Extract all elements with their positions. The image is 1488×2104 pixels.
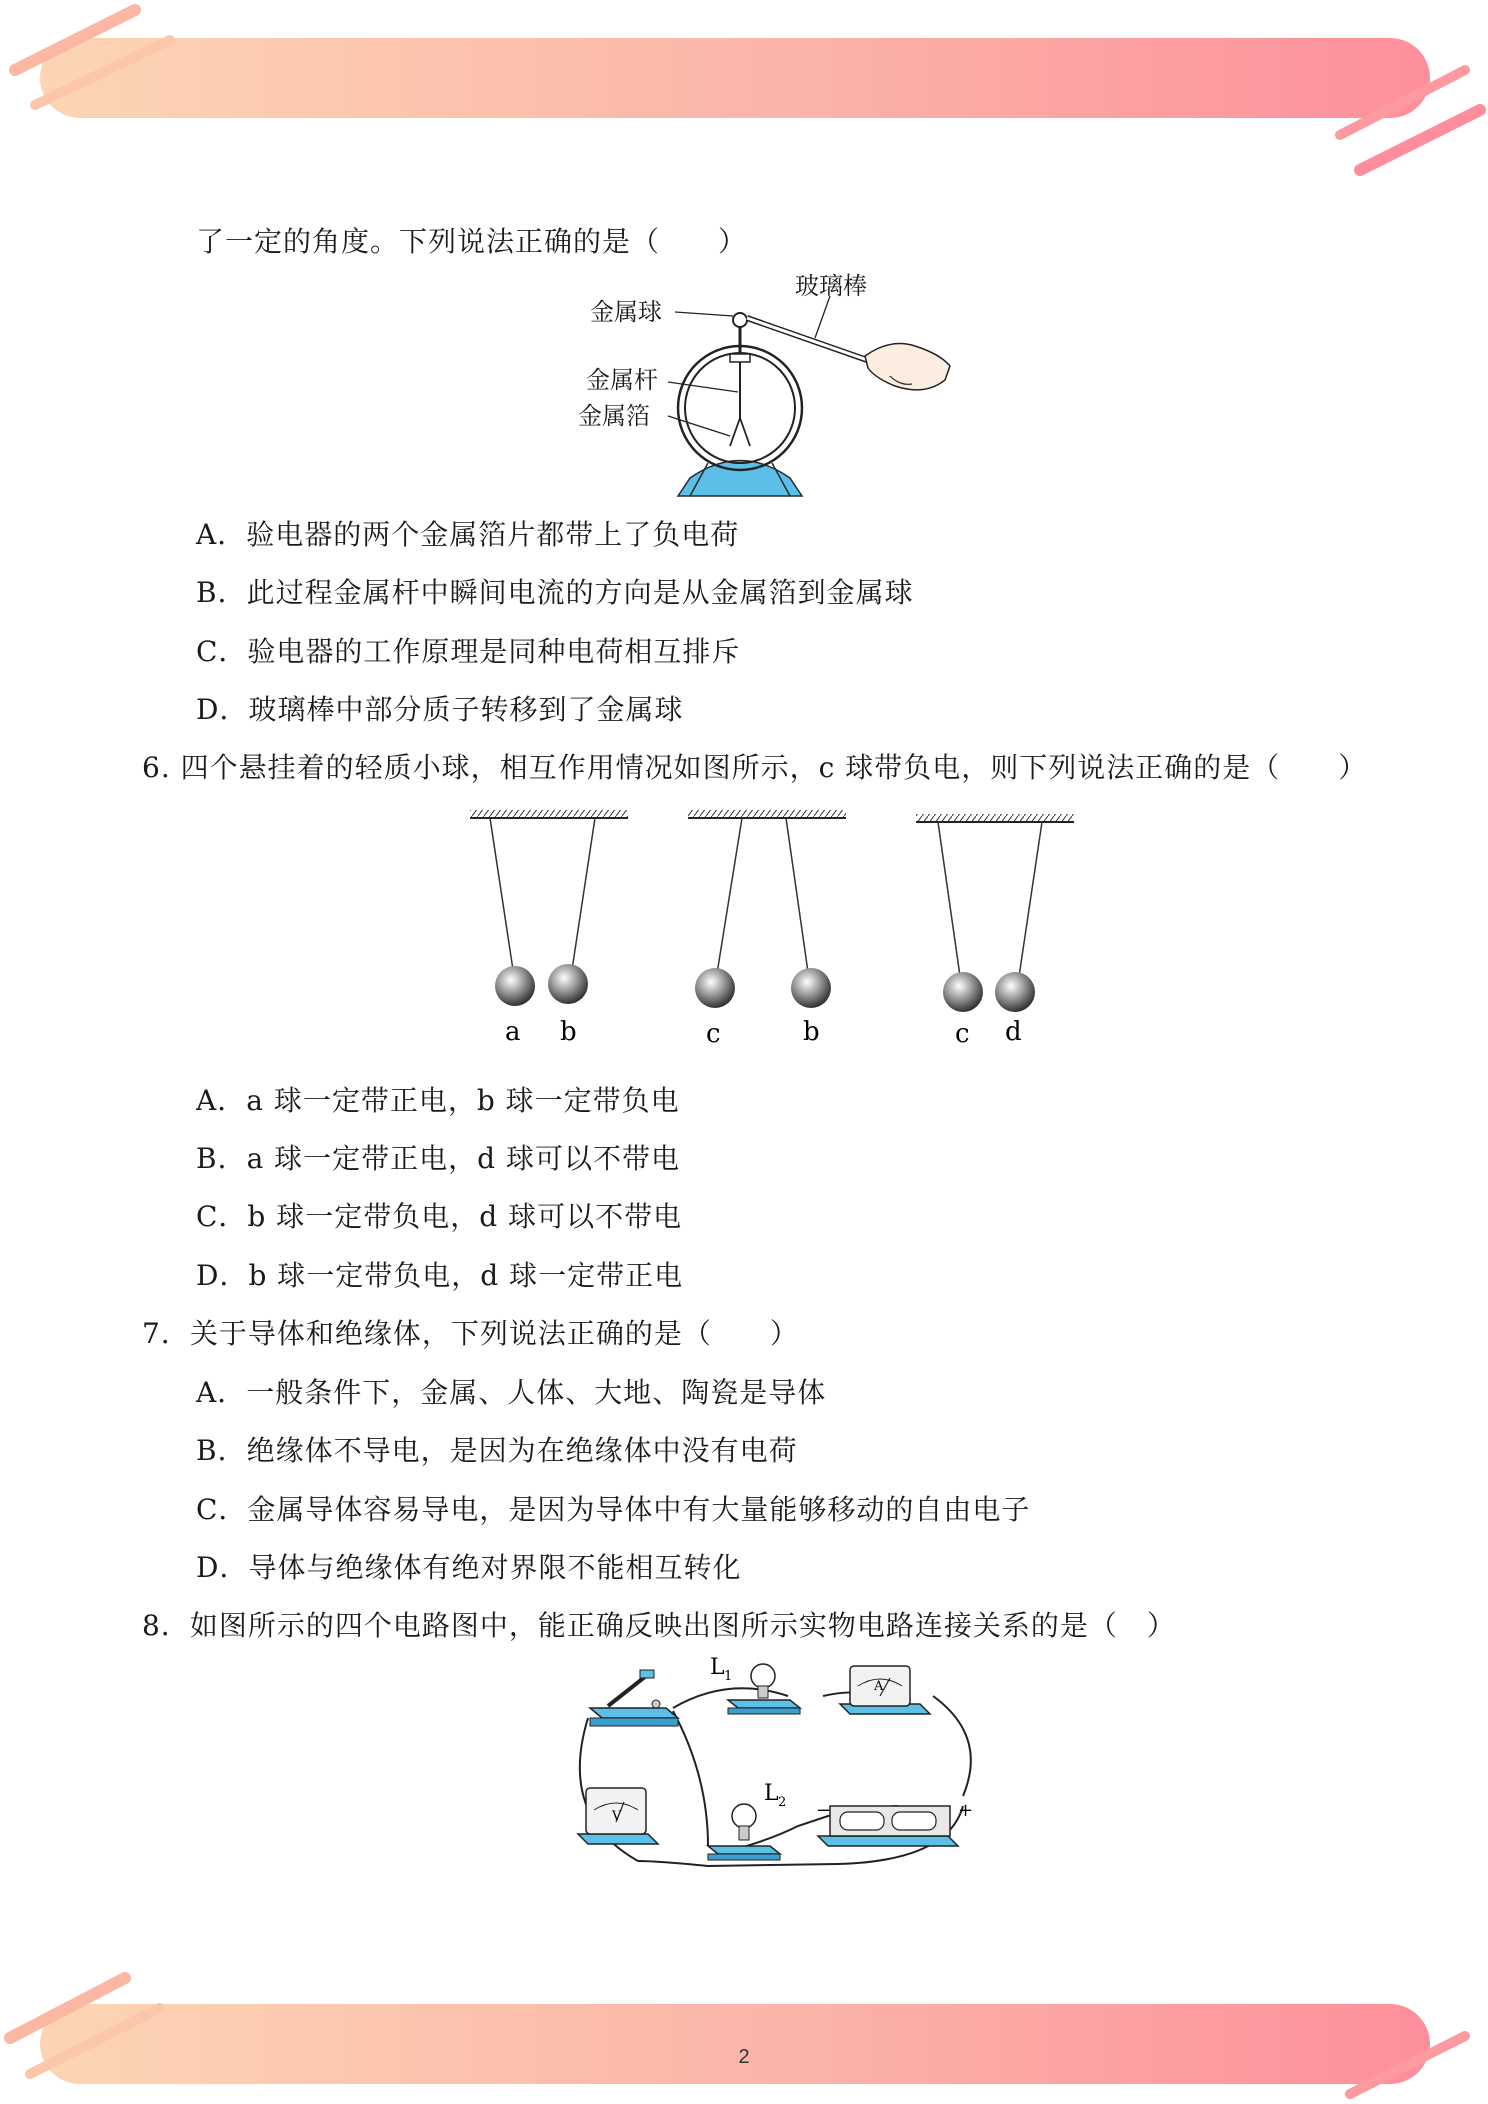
label-voltmeter: V <box>612 1809 622 1824</box>
q8-stem: 8．如图所示的四个电路图中，能正确反映出图所示实物电路连接关系的是（ ） <box>142 1609 1176 1642</box>
metal-ball-label: 金属球 <box>590 298 662 326</box>
q5-option-c[interactable]: C．验电器的工作原理是同种电荷相互排斥 <box>196 635 741 668</box>
label-l2-sub: 2 <box>778 1795 787 1810</box>
q6-option-a[interactable]: A．a 球一定带正电，b 球一定带负电 <box>196 1084 680 1117</box>
q7-option-c[interactable]: C．金属导体容易导电，是因为导体中有大量能够移动的自由电子 <box>196 1493 1031 1526</box>
metal-rod-label: 金属杆 <box>586 366 658 394</box>
header-banner <box>0 0 1488 180</box>
bulb-l2 <box>708 1804 780 1860</box>
ball-label-a: a <box>505 1017 521 1047</box>
q6-stem: 6. 四个悬挂着的轻质小球，相互作用情况如图所示，c 球带负电，则下列说法正确的是（ ） <box>142 751 1368 784</box>
q7-stem: 7．关于导体和绝缘体，下列说法正确的是（ ） <box>142 1317 799 1350</box>
label-ammeter: A <box>874 1679 884 1694</box>
glass-rod-label: 玻璃棒 <box>795 272 867 300</box>
q5-option-d[interactable]: D．玻璃棒中部分质子转移到了金属球 <box>196 693 684 726</box>
metal-foil-label: 金属箔 <box>578 402 650 430</box>
ammeter-device <box>840 1666 930 1714</box>
label-l1-sub: 1 <box>724 1669 733 1684</box>
ball-c-2 <box>943 972 983 1012</box>
ball-d <box>995 972 1035 1012</box>
ball-b-2 <box>791 968 831 1008</box>
circuit-figure <box>568 1656 988 1886</box>
ball-c-1 <box>695 968 735 1008</box>
ball-a <box>495 966 535 1006</box>
ball-label-d: d <box>1005 1017 1022 1047</box>
q6-option-d[interactable]: D．b 球一定带负电，d 球一定带正电 <box>196 1259 684 1292</box>
q7-option-b[interactable]: B．绝缘体不导电，是因为在绝缘体中没有电荷 <box>196 1434 798 1467</box>
label-l1: L <box>710 1655 725 1680</box>
label-l2: L <box>764 1781 779 1806</box>
label-plus: + <box>958 1800 974 1821</box>
electroscope-figure <box>578 268 970 498</box>
q7-option-a[interactable]: A．一般条件下，金属、人体、大地、陶瓷是导体 <box>196 1376 827 1409</box>
ball-label-c: c <box>706 1019 721 1049</box>
ball-label-c-2: c <box>955 1019 970 1049</box>
page-number: 2 <box>738 2046 750 2068</box>
q5-option-b[interactable]: B．此过程金属杆中瞬间电流的方向是从金属箔到金属球 <box>196 576 914 609</box>
ball-label-b-2: b <box>803 1017 820 1047</box>
battery-device <box>818 1806 958 1846</box>
q5-option-a[interactable]: A．验电器的两个金属箔片都带上了负电荷 <box>196 518 740 551</box>
switch-device <box>590 1670 678 1726</box>
ball-label-b: b <box>560 1017 577 1047</box>
label-minus: − <box>816 1800 832 1821</box>
q7-option-d[interactable]: D．导体与绝缘体有绝对界限不能相互转化 <box>196 1551 742 1584</box>
ball-b <box>548 964 588 1004</box>
stand-base <box>678 461 802 497</box>
q6-option-b[interactable]: B．a 球一定带正电，d 球可以不带电 <box>196 1142 680 1175</box>
q6-option-c[interactable]: C．b 球一定带负电，d 球可以不带电 <box>196 1200 683 1233</box>
q5-stem-tail: 了一定的角度。下列说法正确的是（ ） <box>196 225 748 258</box>
hanging-balls-figure <box>460 808 1080 1058</box>
footer-banner <box>0 1968 1488 2104</box>
